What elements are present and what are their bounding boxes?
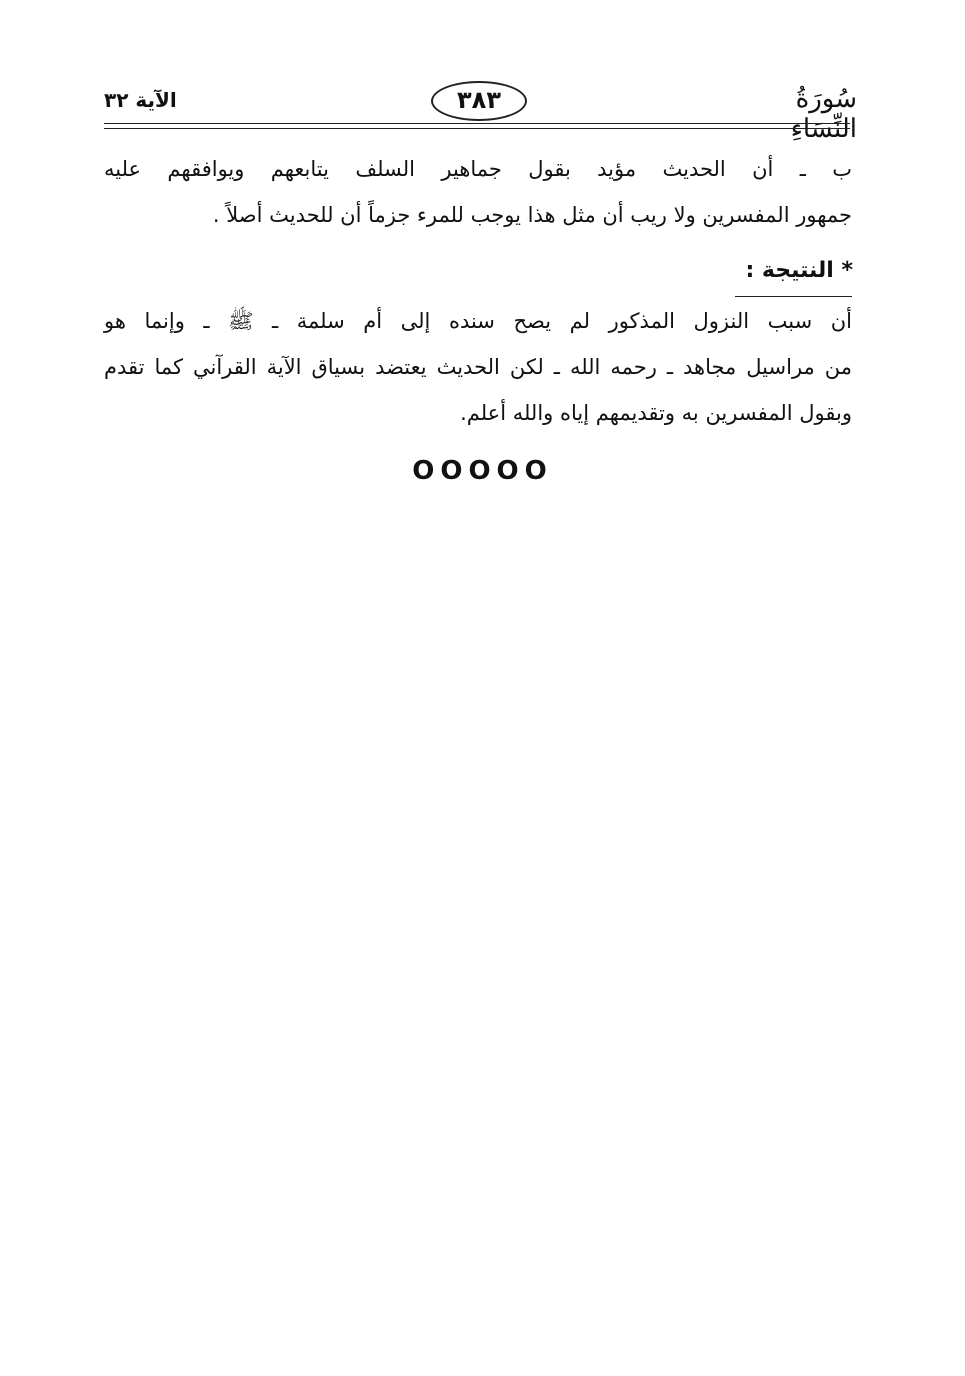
surah-title: سُورَةُ النِّسَاءِ [790, 84, 857, 144]
text-line: وبقول المفسرين به وتقديمهم إياه والله أعلم. [460, 401, 852, 425]
text-line: ب ـ أن الحديث مؤيد بقول جماهير السلف يتابعهم ويوافقهم عليه [104, 157, 852, 181]
verse-label: الآية ٣٢ [104, 88, 177, 112]
header-rule-top [104, 123, 850, 124]
text-line: جمهور المفسرين ولا ريب أن مثل هذا يوجب للمرء جزماً أن للحديث أصلاً . [212, 203, 852, 227]
text-line: من مراسيل مجاهد ـ رحمه الله ـ لكن الحديث يعتضد بسياق الآية القرآني كما تقدم [104, 355, 852, 379]
heading-underline [735, 296, 852, 297]
page-number: ٣٨٣ [431, 81, 527, 121]
header-rule-bottom [104, 128, 850, 129]
paragraph-point-b [104, 146, 852, 238]
text-line: أن سبب النزول المذكور لم يصح سنده إلى أم سلمة ـ ﷺ ـ وإنما هو [104, 309, 852, 333]
section-heading-result: * النتيجة : [745, 258, 853, 283]
paragraph-result [104, 298, 852, 436]
section-end-ornament: OOOOO [412, 456, 553, 486]
